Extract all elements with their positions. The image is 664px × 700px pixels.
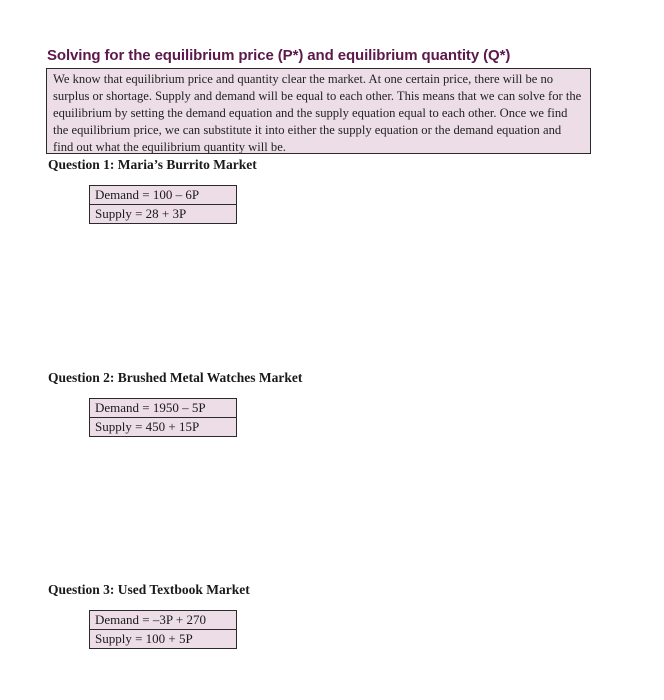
table-row [90, 205, 237, 224]
demand-equation: Demand = –3P + 270 [90, 611, 237, 630]
table-row [90, 418, 237, 437]
supply-equation: Supply = 450 + 15P [90, 418, 237, 437]
question-1-heading: Question 1: Maria’s Burrito Market [48, 157, 257, 172]
question-3-heading: Question 3: Used Textbook Market [48, 582, 250, 597]
intro-text: We know that equilibrium price and quantity clear the market. At one certain price, there will be no surplus or shortage. Supply and demand will be equal to each other. This means that we can solve for the equilibrium by setting the demand equation and the supply equation equal to each other. Once we find the equilibrium price, we can substitute it into either the supply equation or the demand equation and find out what the equilibrium quantity will be. [53, 72, 582, 154]
table-row [90, 399, 237, 418]
question-3-equations [89, 610, 237, 649]
page-title: Solving for the equilibrium price (P*) and equilibrium quantity (Q*) [47, 47, 511, 64]
demand-equation: Demand = 100 – 6P [90, 186, 237, 205]
supply-equation: Supply = 28 + 3P [90, 205, 237, 224]
table-row [90, 186, 237, 205]
demand-equation: Demand = 1950 – 5P [90, 399, 237, 418]
question-2-heading: Question 2: Brushed Metal Watches Market [48, 370, 303, 385]
table-row [90, 611, 237, 630]
table-row [90, 630, 237, 649]
intro-box [46, 68, 591, 154]
question-2-equations [89, 398, 237, 437]
question-1-equations [89, 185, 237, 224]
supply-equation: Supply = 100 + 5P [90, 630, 237, 649]
